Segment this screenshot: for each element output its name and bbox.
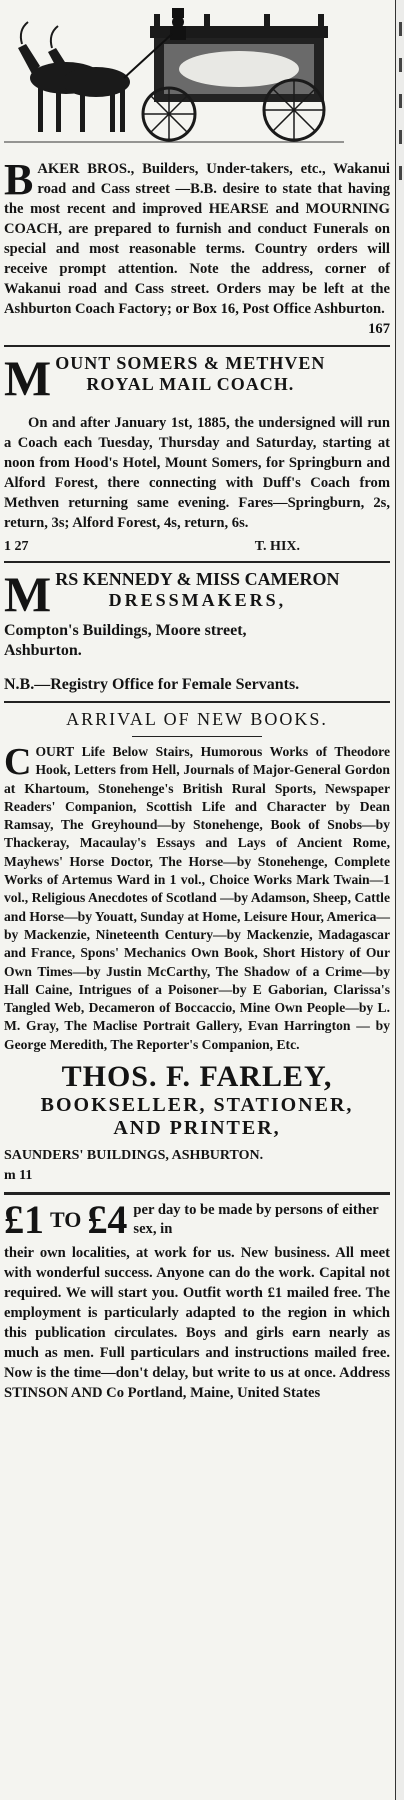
ad-address: Compton's Buildings, Moore street,	[4, 622, 247, 639]
seller-name: THOS. F. FARLEY,	[61, 1060, 333, 1094]
ad-body-text: their own localities, at work for us. New business. All meet with wonderful success. Anyone can do the work. Capital not required. We will start you. Outfit worth £1 mailed free. The employment is particularly adapted to the region in which this publication circulates. Boys and girls earn nearly as much as men. Full particulars and instructions mailed free. Now is the time—don't delay, but write to us at once. Address STINSON AND Co Portland, Maine, United States	[4, 1245, 390, 1402]
ad-subheading: ROYAL MAIL COACH.	[86, 374, 295, 394]
to-word: TO	[50, 1207, 82, 1233]
ad-code: 1 27	[4, 539, 29, 554]
ad-address: SAUNDERS' BUILDINGS, ASHBURTON.	[4, 1148, 264, 1164]
drop-cap: B	[4, 155, 34, 204]
ad-subheading: DRESSMAKERS,	[108, 590, 287, 610]
seller-title: AND PRINTER,	[113, 1117, 281, 1140]
ad-address: Ashburton.	[4, 642, 82, 659]
amount-from: £1	[4, 1197, 44, 1243]
ad-dressmakers	[4, 566, 390, 695]
ad-body-text: On and after January 1st, 1885, the undersigned will run a Coach each Tuesday, Thursday and Saturday, starting at noon from Hood's Hotel, Mount Somers, for Springburn and Alford Forest, there connecting with Duff's Coach from Methven returning same evening. Fares—Springburn, 2s, return, 3s; Alford Forest, 4s, return, 6s.	[4, 415, 390, 531]
ad-note: N.B.—Registry Office for Female Servants.	[4, 676, 300, 693]
hearse-illustration	[4, 8, 344, 146]
drop-cap: M	[4, 350, 52, 406]
ad-code: m 11	[4, 1168, 33, 1184]
ad-lead-text: per day to be made by persons of either sex, in	[133, 1202, 379, 1238]
ad-body-text: OURT Life Below Stairs, Humorous Works of Theodore Hook, Letters from Hell, Journals of Major-General Gordon at Khartoum, Stonehenge's British Rural Sports, Newspaper Readers' Companion, Scottish Life and Character by Dean Ramsay, The Greyhound—by Stonehenge, Book of Snobs—by Thackeray, Macaulay's Essays and Lays of Ancient Rome, Mayhews' Horse Doctor, The Horse—by Stonehenge, Complete Works of Artemus Ward in 1 vol., Choice Works Mark Twain—1 vol., Religious Anecdotes of Scotland —by Adamson, Sheep, Cattle and Horse—by Youatt, Sunday at Home, Leisure Hour, America—by Mackenzie, Nineteenth Century—by Mackenzie, Madagascar and France, Spons' Mechanics Own Book, Short History of Our Own Times—by Justin McCarthy, The Shadow of a Crime—by Hall Caine, Intrigues of a Poisoner—by E Gaborian, Clarissa's Tangled Web, Decameron of Boccaccio, Mine Own People—by L. M. Gray, The Maclise Portrait Gallery, Evan Harrington — by George Meredith, The Reporter's Companion, Etc.	[4, 744, 390, 1052]
divider	[132, 736, 262, 737]
ad-new-books	[4, 709, 390, 1186]
drop-cap: M	[4, 566, 52, 622]
amount-to: £4	[87, 1197, 128, 1243]
column-rule	[4, 701, 390, 703]
drop-cap: C	[4, 741, 32, 783]
ad-signature: T. HIX.	[254, 539, 300, 554]
adjacent-column-edge	[395, 0, 404, 1800]
ad-baker-bros	[4, 0, 390, 339]
ad-heading: RS KENNEDY & MISS CAMERON	[55, 569, 340, 589]
ad-body-text: AKER BROS., Builders, Under-takers, etc., Wakanui road and Cass street —B.B. desire to state that having the most recent and improved HEARSE and MOURNING COACH, are prepared to furnish and conduct Funerals on special and most reasonable terms. Country orders will receive prompt attention. Note the address, corner of Wakanui road and Cass street. Orders may be left at the Ashburton Coach Factory; or Box 16, Post Office Ashburton.	[4, 161, 390, 317]
ad-work-for-us	[4, 1197, 390, 1403]
ad-heading: OUNT SOMERS & METHVEN	[55, 353, 326, 373]
column-rule	[4, 561, 390, 563]
ad-heading: ARRIVAL OF NEW BOOKS.	[66, 709, 328, 729]
column-rule	[4, 345, 390, 347]
ad-code: 167	[368, 321, 390, 337]
column-rule	[4, 1192, 390, 1195]
seller-title: BOOKSELLER, STATIONER,	[40, 1094, 354, 1117]
ad-mount-somers-coach	[4, 350, 390, 555]
